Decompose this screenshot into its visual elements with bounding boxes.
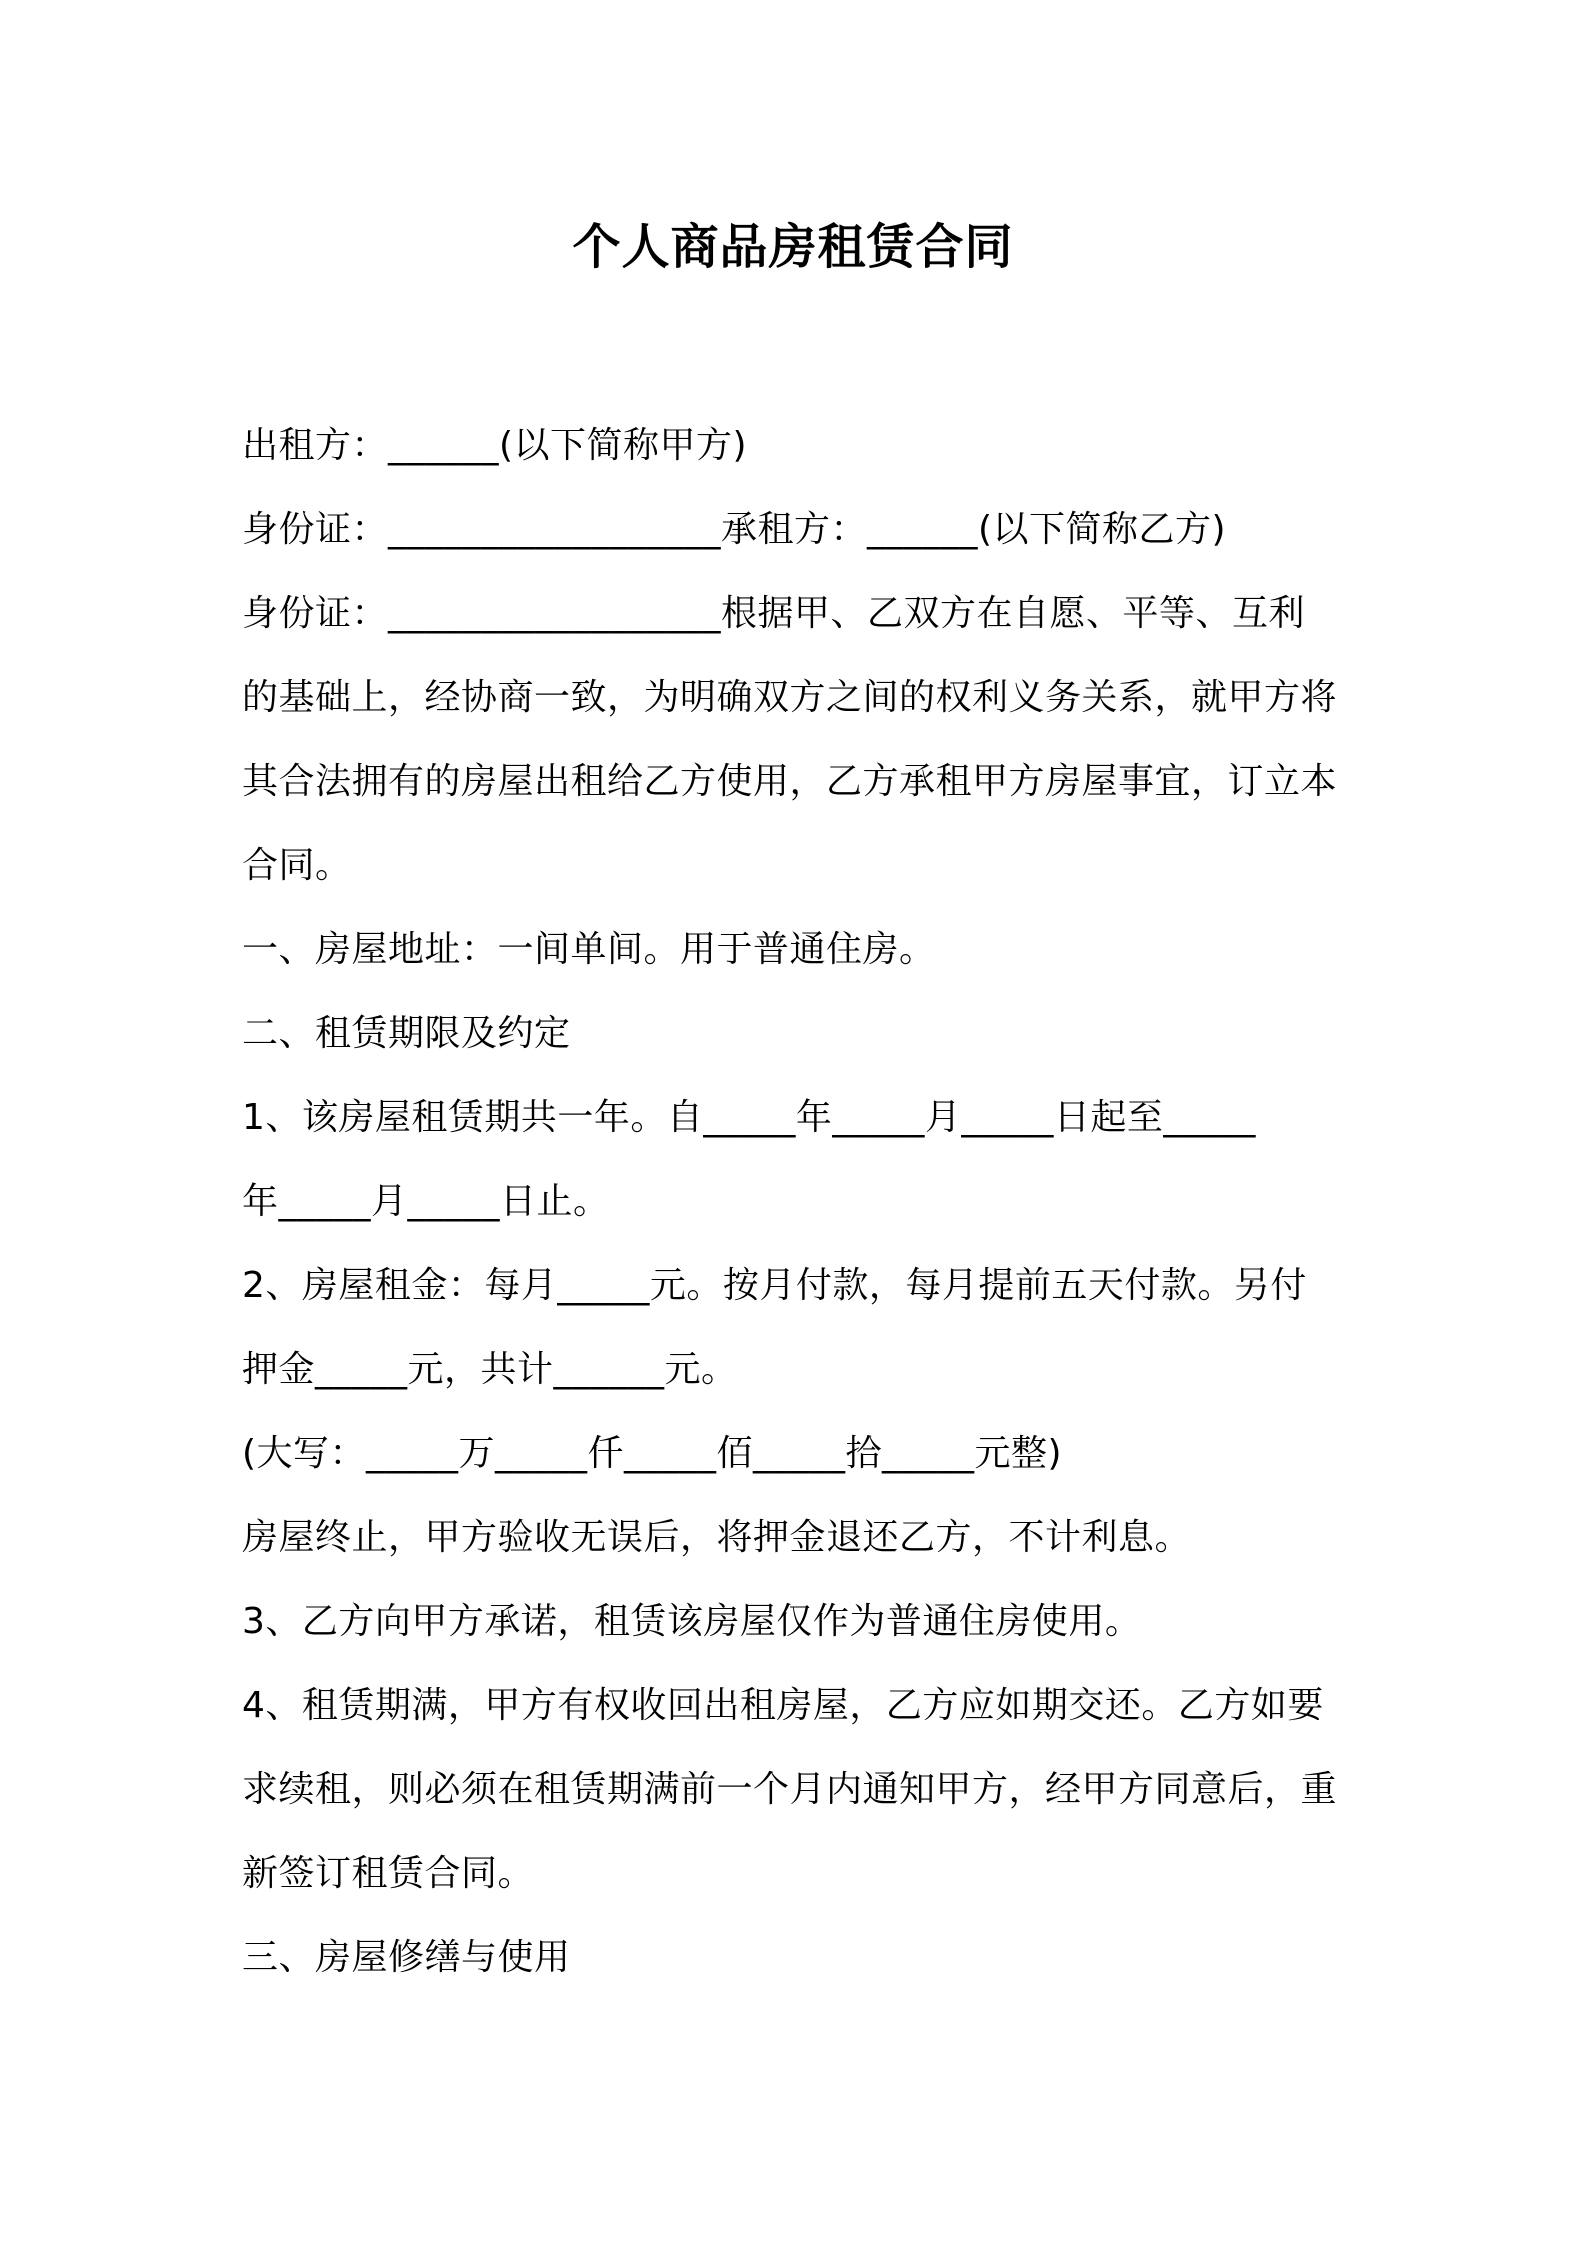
clause-2-amount-in-words: (大写：_____万_____仟_____佰_____拾_____元整) xyxy=(242,1433,1063,1474)
preamble-line-3: 其合法拥有的房屋出租给乙方使用，乙方承租甲方房屋事宜，订立本 xyxy=(242,761,1338,802)
clause-2-deposit-return: 房屋终止，甲方验收无误后，将押金退还乙方，不计利息。 xyxy=(242,1517,1192,1558)
clause-3-line: 3、乙方向甲方承诺，租赁该房屋仅作为普通住房使用。 xyxy=(242,1601,1142,1642)
section-1-heading: 一、房屋地址：一间单间。用于普通住房。 xyxy=(242,929,936,970)
clause-4-line-1: 4、租赁期满，甲方有权收回出租房屋，乙方应如期交还。乙方如要 xyxy=(242,1685,1324,1726)
document-body xyxy=(242,404,1352,2000)
clause-4-line-3: 新签订租赁合同。 xyxy=(242,1853,535,1894)
clause-1-line-2: 年_____月_____日止。 xyxy=(242,1181,610,1222)
clause-2-line-1: 2、房屋租金：每月_____元。按月付款，每月提前五天付款。另付 xyxy=(242,1265,1307,1306)
preamble-line-4: 合同。 xyxy=(242,845,352,886)
section-3-heading: 三、房屋修缮与使用 xyxy=(242,1937,571,1978)
preamble-line-2: 的基础上，经协商一致，为明确双方之间的权利义务关系，就甲方将 xyxy=(242,677,1338,718)
clause-2-line-2: 押金_____元，共计______元。 xyxy=(242,1349,738,1390)
lessor-line: 出租方：______(以下简称甲方) xyxy=(242,425,748,466)
clause-4-line-2: 求续租，则必须在租赁期满前一个月内通知甲方，经甲方同意后，重 xyxy=(242,1769,1338,1810)
section-2-heading: 二、租赁期限及约定 xyxy=(242,1013,571,1054)
lessee-line: 身份证：__________________承租方：______(以下简称乙方) xyxy=(242,509,1227,550)
preamble-line-1: 身份证：__________________根据甲、乙双方在自愿、平等、互利 xyxy=(242,593,1306,634)
clause-1-line-1: 1、该房屋租赁期共一年。自_____年_____月_____日起至_____ xyxy=(242,1097,1256,1138)
document-title: 个人商品房租赁合同 xyxy=(572,219,1014,275)
